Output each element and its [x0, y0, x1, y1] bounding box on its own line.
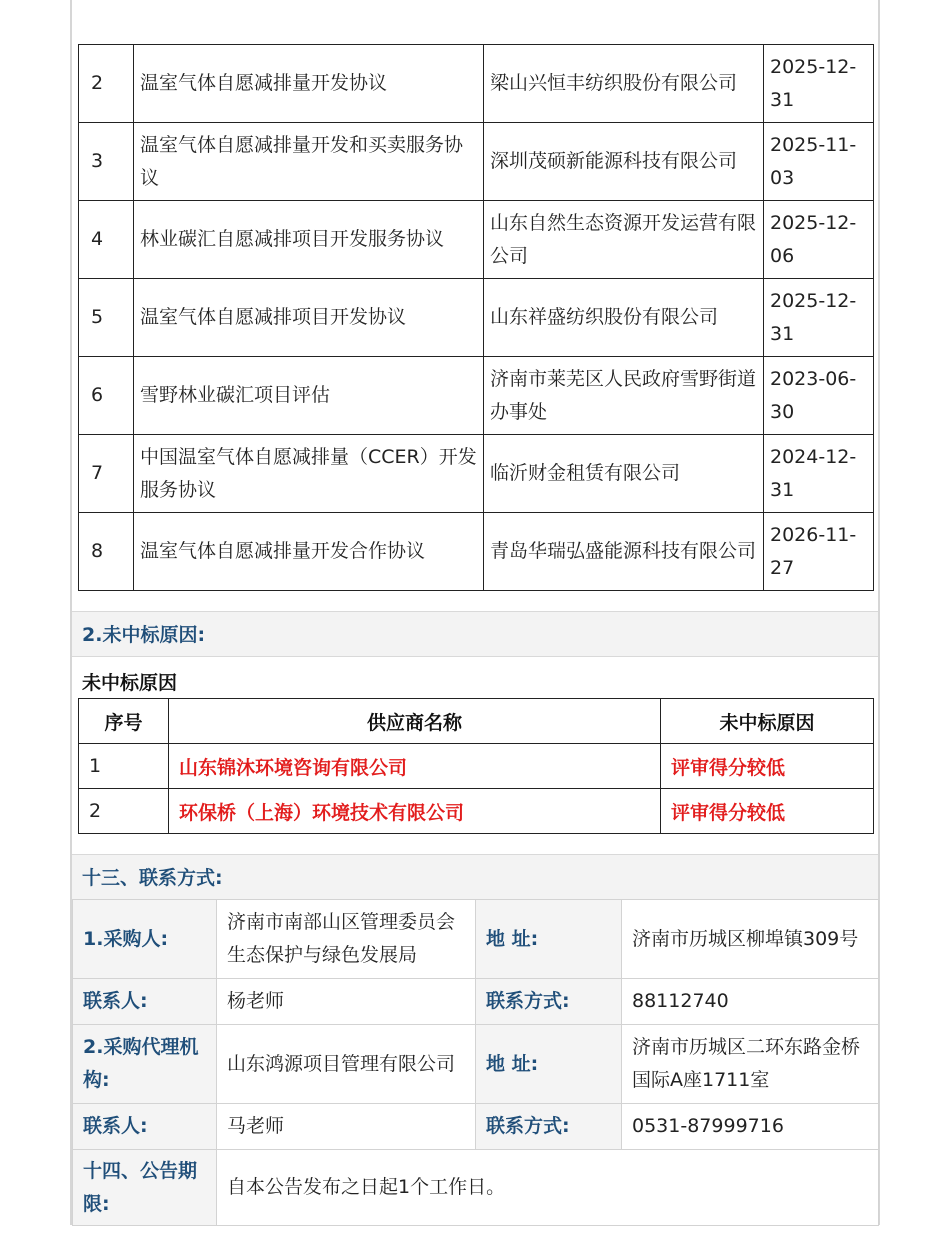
row-no: 2 [79, 789, 169, 834]
counterparty: 临沂财金租赁有限公司 [484, 435, 764, 513]
supplier-name: 山东锦沐环境咨询有限公司 [169, 744, 661, 789]
project-no: 2 [79, 45, 134, 123]
table-row [79, 435, 874, 513]
project-no: 8 [79, 513, 134, 591]
col-header-supplier: 供应商名称 [169, 699, 661, 744]
project-name: 中国温室气体自愿减排量（CCER）开发服务协议 [134, 435, 484, 513]
table-row [79, 789, 874, 834]
project-name: 林业碳汇自愿减排项目开发服务协议 [134, 201, 484, 279]
counterparty: 梁山兴恒丰纺织股份有限公司 [484, 45, 764, 123]
counterparty: 深圳茂硕新能源科技有限公司 [484, 123, 764, 201]
table-row [73, 1104, 879, 1150]
expiry-date: 2025-12-31 [764, 45, 874, 123]
counterparty: 山东自然生态资源开发运营有限公司 [484, 201, 764, 279]
project-no: 4 [79, 201, 134, 279]
agency-contact: 马老师 [217, 1104, 476, 1150]
buyer-label: 1.采购人: [73, 900, 217, 979]
period-text: 自本公告发布之日起1个工作日。 [217, 1150, 879, 1226]
buyer-address: 济南市历城区柳埠镇309号 [622, 900, 879, 979]
agency-name: 山东鸿源项目管理有限公司 [217, 1025, 476, 1104]
table-row [73, 900, 879, 979]
project-name: 雪野林业碳汇项目评估 [134, 357, 484, 435]
table-row [79, 45, 874, 123]
col-header-no: 序号 [79, 699, 169, 744]
expiry-date: 2025-12-31 [764, 279, 874, 357]
losing-bidders-table [78, 698, 874, 834]
table-row [79, 123, 874, 201]
table-row [79, 744, 874, 789]
project-name: 温室气体自愿减排量开发协议 [134, 45, 484, 123]
project-no: 6 [79, 357, 134, 435]
counterparty: 青岛华瑞弘盛能源科技有限公司 [484, 513, 764, 591]
agency-label: 2.采购代理机构: [73, 1025, 217, 1104]
agency-phone: 0531-87999716 [622, 1104, 879, 1150]
reason-subtitle: 未中标原因 [82, 672, 178, 694]
project-name: 温室气体自愿减排量开发和买卖服务协议 [134, 123, 484, 201]
project-name: 温室气体自愿减排项目开发协议 [134, 279, 484, 357]
buyer-address-label: 地 址: [476, 900, 622, 979]
section-reason-heading: 2.未中标原因: [72, 611, 878, 657]
buyer-name: 济南市南部山区管理委员会生态保护与绿色发展局 [217, 900, 476, 979]
period-label: 十四、公告期限: [73, 1150, 217, 1226]
project-no: 7 [79, 435, 134, 513]
supplier-name: 环保桥（上海）环境技术有限公司 [169, 789, 661, 834]
col-header-reason: 未中标原因 [661, 699, 874, 744]
project-no: 5 [79, 279, 134, 357]
expiry-date: 2024-12-31 [764, 435, 874, 513]
expiry-date: 2023-06-30 [764, 357, 874, 435]
counterparty: 山东祥盛纺织股份有限公司 [484, 279, 764, 357]
contact-table [72, 899, 879, 1226]
table-row [79, 201, 874, 279]
project-no: 3 [79, 123, 134, 201]
agency-contact-label: 联系人: [73, 1104, 217, 1150]
reason-text: 评审得分较低 [661, 744, 874, 789]
project-table [78, 44, 874, 591]
table-row [73, 1150, 879, 1226]
buyer-phone-label: 联系方式: [476, 979, 622, 1025]
buyer-phone: 88112740 [622, 979, 879, 1025]
table-row [73, 979, 879, 1025]
section-contact-heading: 十三、联系方式: [72, 854, 878, 900]
expiry-date: 2026-11-27 [764, 513, 874, 591]
row-no: 1 [79, 744, 169, 789]
expiry-date: 2025-12-06 [764, 201, 874, 279]
table-row [79, 357, 874, 435]
agency-address: 济南市历城区二环东路金桥国际A座1711室 [622, 1025, 879, 1104]
agency-address-label: 地 址: [476, 1025, 622, 1104]
project-name: 温室气体自愿减排量开发合作协议 [134, 513, 484, 591]
buyer-contact-label: 联系人: [73, 979, 217, 1025]
buyer-contact: 杨老师 [217, 979, 476, 1025]
counterparty: 济南市莱芜区人民政府雪野街道办事处 [484, 357, 764, 435]
expiry-date: 2025-11-03 [764, 123, 874, 201]
table-row [73, 1025, 879, 1104]
reason-text: 评审得分较低 [661, 789, 874, 834]
table-row [79, 513, 874, 591]
agency-phone-label: 联系方式: [476, 1104, 622, 1150]
table-row [79, 279, 874, 357]
